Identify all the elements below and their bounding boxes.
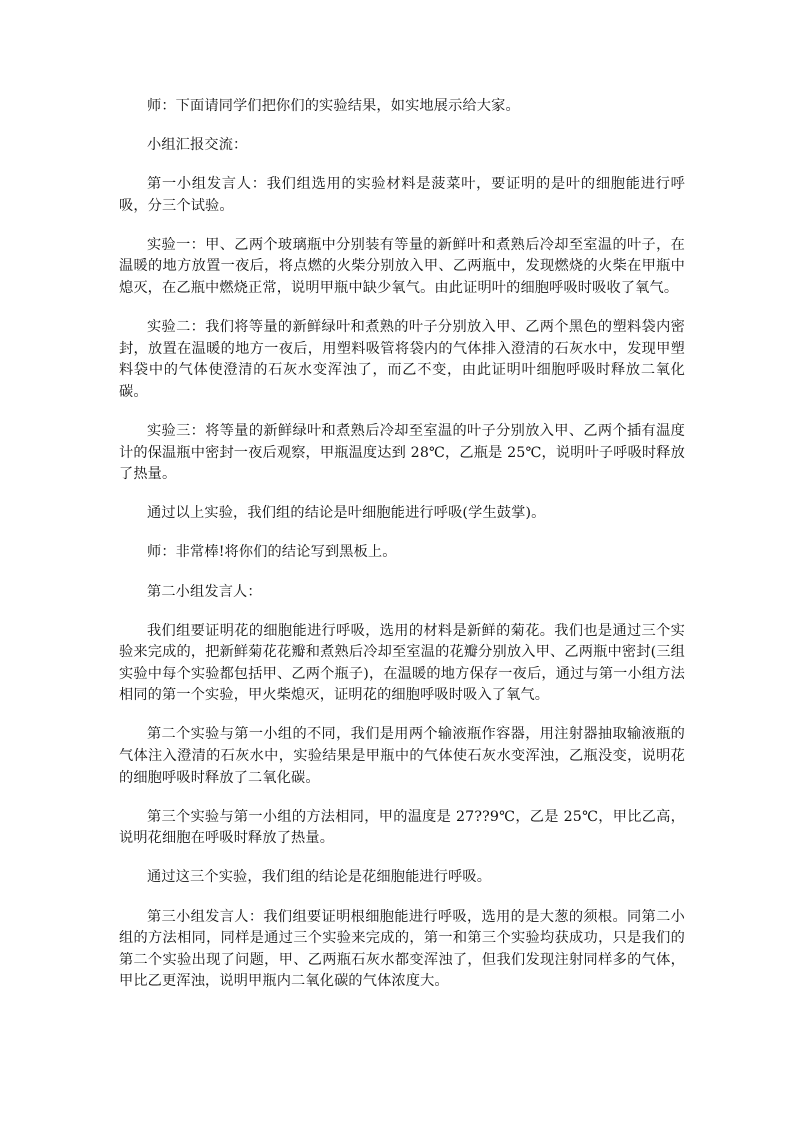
paragraph-experiment-2: 实验二：我们将等量的新鲜绿叶和煮熟的叶子分别放入甲、乙两个黑色的塑料袋内密封，放置在温暖的地方一夜后，用塑料吸管将袋内的气体排入澄清的石灰水中，发现甲塑料袋中的气体使澄清的石灰水变浑浊了，而乙不变，由此证明叶细胞呼吸时释放二氧化碳。: [119, 319, 685, 400]
paragraph-teacher-praise: 师：非常棒!将你们的结论写到黑板上。: [147, 544, 397, 561]
paragraph-group2-experiment-3: 第三个实验与第一小组的方法相同，甲的温度是 27??9℃，乙是 25℃，甲比乙高，说明花细胞在呼吸时释放了热量。: [119, 808, 685, 847]
paragraph-group2-experiment-2: 第二个实验与第一小组的不同，我们是用两个输液瓶作容器，用注射器抽取输液瓶的气体注入澄清的石灰水中，实验结果是甲瓶中的气体使石灰水变浑浊，乙瓶没变，说明花的细胞呼吸时释放了二氧化碳。: [119, 726, 685, 786]
paragraph-experiment-3: 实验三：将等量的新鲜绿叶和煮熟后冷却至室温的叶子分别放入甲、乙两个插有温度计的保温瓶中密封一夜后观察，甲瓶温度达到 28℃，乙瓶是 25℃，说明叶子呼吸时释放了热量。: [119, 423, 685, 483]
paragraph-teacher-intro: 师：下面请同学们把你们的实验结果，如实地展示给大家。: [147, 98, 520, 114]
paragraph-group-report-heading: 小组汇报交流：: [147, 137, 248, 154]
paragraph-group3-speaker: 第三小组发言人：我们组要证明根细胞能进行呼吸，选用的是大葱的须根。同第二小组的方法相同，同样是通过三个实验来完成的，第一和第三个实验均获成功，只是我们的第二个实验出现了问题，甲、乙两瓶石灰水都变浑浊了，但我们发现注射同样多的气体，甲比乙更浑浊，说明甲瓶内二氧化碳的气体浓度大。: [119, 908, 685, 990]
paragraph-group1-conclusion: 通过以上实验，我们组的结论是叶细胞能进行呼吸(学生鼓掌)。: [147, 505, 546, 522]
paragraph-group1-speaker: 第一小组发言人：我们组选用的实验材料是菠菜叶，要证明的是叶的细胞能进行呼吸，分三个试验。: [119, 176, 685, 214]
paragraph-group2-conclusion: 通过这三个实验，我们组的结论是花细胞能进行呼吸。: [147, 869, 492, 886]
document-body: [119, 96, 685, 1010]
paragraph-group2-speaker: 第二小组发言人：: [147, 583, 262, 600]
paragraph-experiment-1: 实验一：甲、乙两个玻璃瓶中分别装有等量的新鲜叶和煮熟后冷却至室温的叶子，在温暖的地方放置一夜后，将点燃的火柴分别放入甲、乙两瓶中，发现燃烧的火柴在甲瓶中熄灭，在乙瓶中燃烧正常，说明甲瓶中缺少氧气。由此证明叶的细胞呼吸时吸收了氧气。: [119, 236, 685, 297]
paragraph-group2-experiment-1: 我们组要证明花的细胞能进行呼吸，选用的材料是新鲜的菊花。我们也是通过三个实验来完成的，把新鲜菊花花瓣和煮熟后冷却至室温的花瓣分别放入甲、乙两瓶中密封(三组实验中每个实验都包括甲、乙两个瓶子)，在温暖的地方保存一夜后，通过与第一小组方法相同的第一个实验，甲火柴熄灭，证明花的细胞呼吸时吸入了氧气。: [119, 622, 685, 704]
